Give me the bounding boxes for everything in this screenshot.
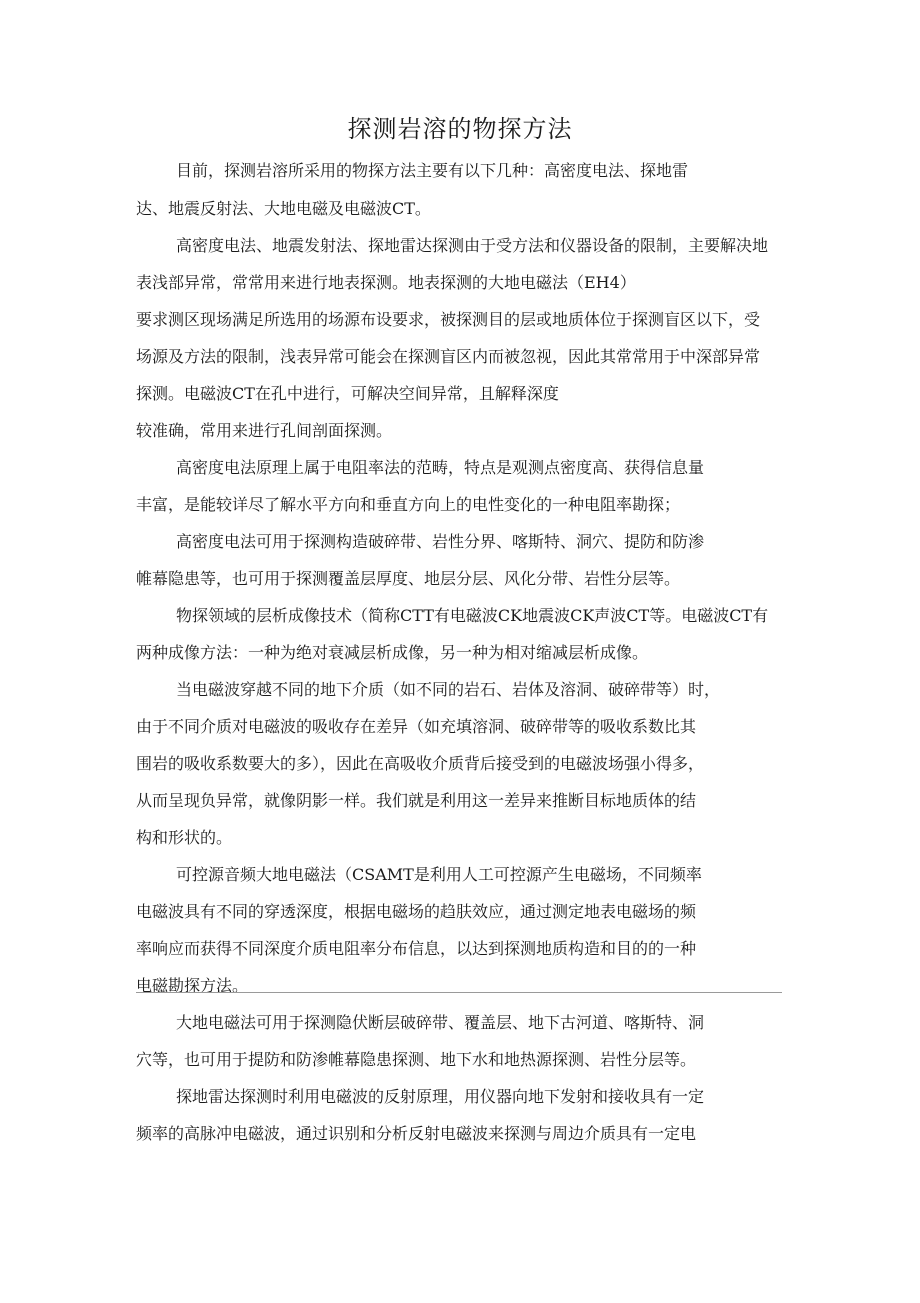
text-line: 高密度电法原理上属于电阻率法的范畴，特点是观测点密度高、获得信息量 <box>176 458 705 477</box>
text-line: 丰富，是能较详尽了解水平方向和垂直方向上的电性变化的一种电阻率勘探； <box>136 495 681 514</box>
text-line: 构和形状的。 <box>136 828 233 847</box>
text-line: 从而呈现负异常，就像阴影一样。我们就是利用这一差异来推断目标地质体的结 <box>136 791 697 810</box>
text-line: 大地电磁法可用于探测隐伏断层破碎带、覆盖层、地下古河道、喀斯特、洞 <box>176 1013 705 1032</box>
text-line: 探测。电磁波CT在孔中进行，可解决空间异常，且解释深度 <box>136 384 559 403</box>
text-line: 电磁波具有不同的穿透深度，根据电磁场的趋肤效应，通过测定地表电磁场的频 <box>136 902 697 921</box>
text-line: 目前，探测岩溶所采用的物探方法主要有以下几种：高密度电法、探地雷 <box>176 161 689 180</box>
text-line: 物探领域的层析成像技术（简称CTT有电磁波CK地震波CK声波CT等。电磁波CT有 <box>176 606 769 625</box>
text-line: 率响应而获得不同深度介质电阻率分布信息，以达到探测地质构造和目的的一种 <box>136 939 697 958</box>
text-line: 高密度电法可用于探测构造破碎带、岩性分界、喀斯特、洞穴、提防和防渗 <box>176 532 705 551</box>
text-line: 穴等，也可用于提防和防渗帷幕隐患探测、地下水和地热源探测、岩性分层等。 <box>136 1050 697 1069</box>
text-line: 频率的高脉冲电磁波，通过识别和分析反射电磁波来探测与周边介质具有一定电 <box>136 1124 697 1143</box>
text-line: 电磁勘探方法。 <box>136 976 249 995</box>
text-line: 帷幕隐患等，也可用于探测覆盖层厚度、地层分层、风化分带、岩性分层等。 <box>136 569 681 588</box>
text-line: 高密度电法、地震发射法、探地雷达探测由于受方法和仪器设备的限制，主要解决地 <box>176 236 769 255</box>
text-line: 要求测区现场满足所选用的场源布设要求，被探测目的层或地质体位于探测盲区以下，受 <box>136 310 761 329</box>
horizontal-divider <box>136 992 782 993</box>
text-line: 探地雷达探测时利用电磁波的反射原理，用仪器向地下发射和接收具有一定 <box>176 1087 705 1106</box>
text-line: 可控源音频大地电磁法（CSAMT是利用人工可控源产生电磁场，不同频率 <box>176 865 702 884</box>
text-line: 两种成像方法：一种为绝对衰减层析成像，另一种为相对缩减层析成像。 <box>136 643 649 662</box>
text-line: 场源及方法的限制，浅表异常可能会在探测盲区内而被忽视，因此其常常用于中深部异常 <box>136 347 761 366</box>
text-line: 表浅部异常，常常用来进行地表探测。地表探测的大地电磁法（EH4） <box>136 273 636 292</box>
document-title: 探测岩溶的物探方法 <box>347 115 573 143</box>
text-line: 当电磁波穿越不同的地下介质（如不同的岩石、岩体及溶洞、破碎带等）时， <box>176 680 721 699</box>
text-line: 由于不同介质对电磁波的吸收存在差异（如充填溶洞、破碎带等的吸收系数比其 <box>136 717 697 736</box>
text-line: 较准确，常用来进行孔间剖面探测。 <box>136 421 393 440</box>
text-line: 围岩的吸收系数要大的多），因此在高吸收介质背后接受到的电磁波场强小得多， <box>136 754 705 773</box>
text-line: 达、地震反射法、大地电磁及电磁波CT。 <box>136 199 431 218</box>
